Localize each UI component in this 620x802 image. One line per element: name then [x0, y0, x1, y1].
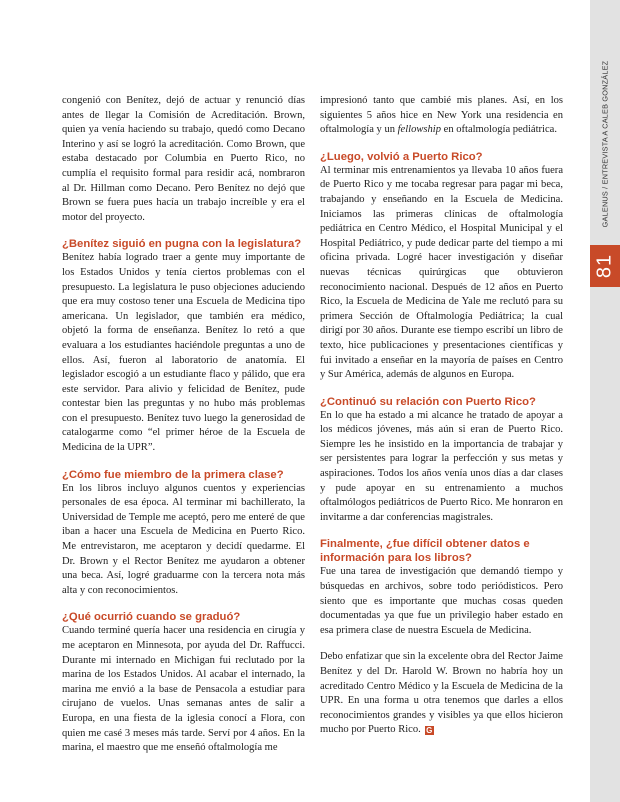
paragraph — [320, 94, 563, 138]
question-heading: ¿Continuó su relación con Puerto Rico? — [320, 395, 536, 408]
running-title-text: GALENUS / ENTREVISTA A CALEB GONZÁLEZ — [600, 60, 610, 228]
page-number-box — [590, 245, 620, 287]
end-of-article-icon: G — [426, 726, 433, 736]
paragraph: Al terminar mis entrenamientos ya llevaba 10 años fuera de Puerto Rico y me tocaba regresar para pagar mi beca, trabajando y enseñando en la Escuela de Medicina. Iniciamos las primeras clínicas de oftalmología pediátrica en Centro Médico, el Hospital Municipal y el Hospital Pediátrico, y pude dedicar parte del tiempo a mi oficina privada. Logré hacer investigación y diseñar nuevas técnicas quirúrgicas que obtuvieron reconocimiento nacional. Después de 12 años en Puerto Rico, la Escuela de Medicina de Yale me reclutó para su primera Sección de Oftalmología Pediátrica; la cual dirigí por 30 años. Durante ese tiempo escribí un libro de texto, hice publicaciones y presentaciones científicas y fui invitado a enseñar en la mayoría de países en Centro y Sur América, además de algunos en Europa. — [320, 164, 563, 381]
question-heading: ¿Cómo fue miembro de la primera clase? — [62, 468, 284, 481]
italic-term: fellowship — [397, 124, 441, 136]
question-heading: ¿Qué ocurrió cuando se graduó? — [62, 611, 241, 624]
page-number: 81 — [593, 253, 616, 279]
left-column — [62, 94, 305, 756]
paragraph: En los libros incluyo algunos cuentos y experiencias personales de esa época. Al terminar mi bachillerato, la Universidad de Temple me aceptó, pero me enteré de que iban a hacer una Escuela de Medicina en Puerto Rico. Me entrevistaron, me aceptaron y decidí quedarme. El Dr. Brown y el Rector Benítez me ayudaron a obtener una beca. Así, logré graduarme con la tercera nota más alta y con reconocimientos. — [62, 482, 305, 596]
running-title — [597, 38, 613, 250]
right-column — [320, 94, 563, 738]
paragraph: Benítez había logrado traer a gente muy importante de los Estados Unidos y tenía ciertos problemas con el presupuesto. La legislatura le puso objeciones aduciendo que era muy costoso tener una Escuela de Medicina tipo americana. Un legislador, que también era médico, objetó la forma de enseñanza. Benítez lo retó a que evaluara a los estudiantes haciéndole preguntas a uno de ellos. Así, fueron al laboratorio de anatomía. El legislador escogió a un estudiante flaco y pálido, que era este servidor. Para alivio y felicidad de Benítez, pude contestar bien las preguntas y no hubo más problemas con el presupuesto. Benítez tuvo luego la generosidad de catalogarme como “el primer héroe de la Escuela de Medicina de la UPR”. — [62, 252, 305, 454]
question-heading: ¿Benítez siguió en pugna con la legislatura? — [62, 238, 302, 251]
paragraph: Fue una tarea de investigación que demandó tiempo y búsquedas en archivos, sobre todo periódisticos. Pero siento que es importante que muchas cosas queden documentadas ya que fue un privilegio haber estado en esa primera clase de nuestra Escuela de Medicina. — [320, 566, 563, 636]
paragraph: Cuando terminé quería hacer una residencia en cirugía y me aceptaron en Minnesota, por ayuda del Dr. Raffucci. Durante mi internado en Michigan fui reclutado por la marina de los Estados Unidos. Al acabar el internado, la marina me envió a la base de Pensacola a estudiar para cirujano de vuelos. Unas semanas antes de salir a Europa, en una fiesta de la iglesia conocí a Flora, con quien me casé 3 meses más tarde. Serví por 4 años. En la marina, el maestro que me enseñó oftalmología me — [62, 625, 305, 754]
paragraph-text: impresionó tanto que cambié mis planes. Así, en los siguientes 5 años hice en New York una residencia en oftalmología y un — [320, 95, 563, 136]
paragraph-text: Debo enfatizar que sin la excelente obra del Rector Jaime Benítez y del Dr. Harold W. Brown no habría hoy un acreditado Centro Médico y la Escuela de Medicina de la UPR. En una forma u otra tenemos que darles a ellos reconocimientos grandes y visibles ya que ellos hicieron mucho por Puerto Rico. — [320, 651, 563, 736]
paragraph: congenió con Benítez, dejó de actuar y renunció días antes de llegar la Comisión de Acreditación. Brown, quien ya venía haciendo su trabajo, quedó como Decano Interino y así se logró la acreditación. Como Brown, que estaba destacado por Columbia en Puerto Rico, no cumplía el requisito formal para residir acá, nombraron al Dr. Hillman como Decano. Pero Benítez no dejó que Brown se fuera pues hacía un trabajo increíble y era el motor del proyecto. — [62, 95, 305, 223]
paragraph — [320, 650, 563, 738]
paragraph: En lo que ha estado a mi alcance he tratado de apoyar a los médicos jóvenes, más aún si eran de Puerto Rico. Siempre les he insistido en la importancia de trabajar y ser persistentes para lograr la perfección y sus metas y aspiraciones. Todos los años venía unos días a dar clases y pude apoyar en su entrenamiento a muchos oftalmólogos pediátricos de Puerto Rico. Me honraron en invitarme a dar conferencias magistrales. — [320, 409, 563, 523]
question-heading: ¿Luego, volvió a Puerto Rico? — [320, 150, 483, 163]
question-heading: Finalmente, ¿fue difícil obtener datos e información para los libros? — [320, 538, 530, 565]
paragraph-text: en oftalmología pediátrica. — [441, 124, 557, 136]
